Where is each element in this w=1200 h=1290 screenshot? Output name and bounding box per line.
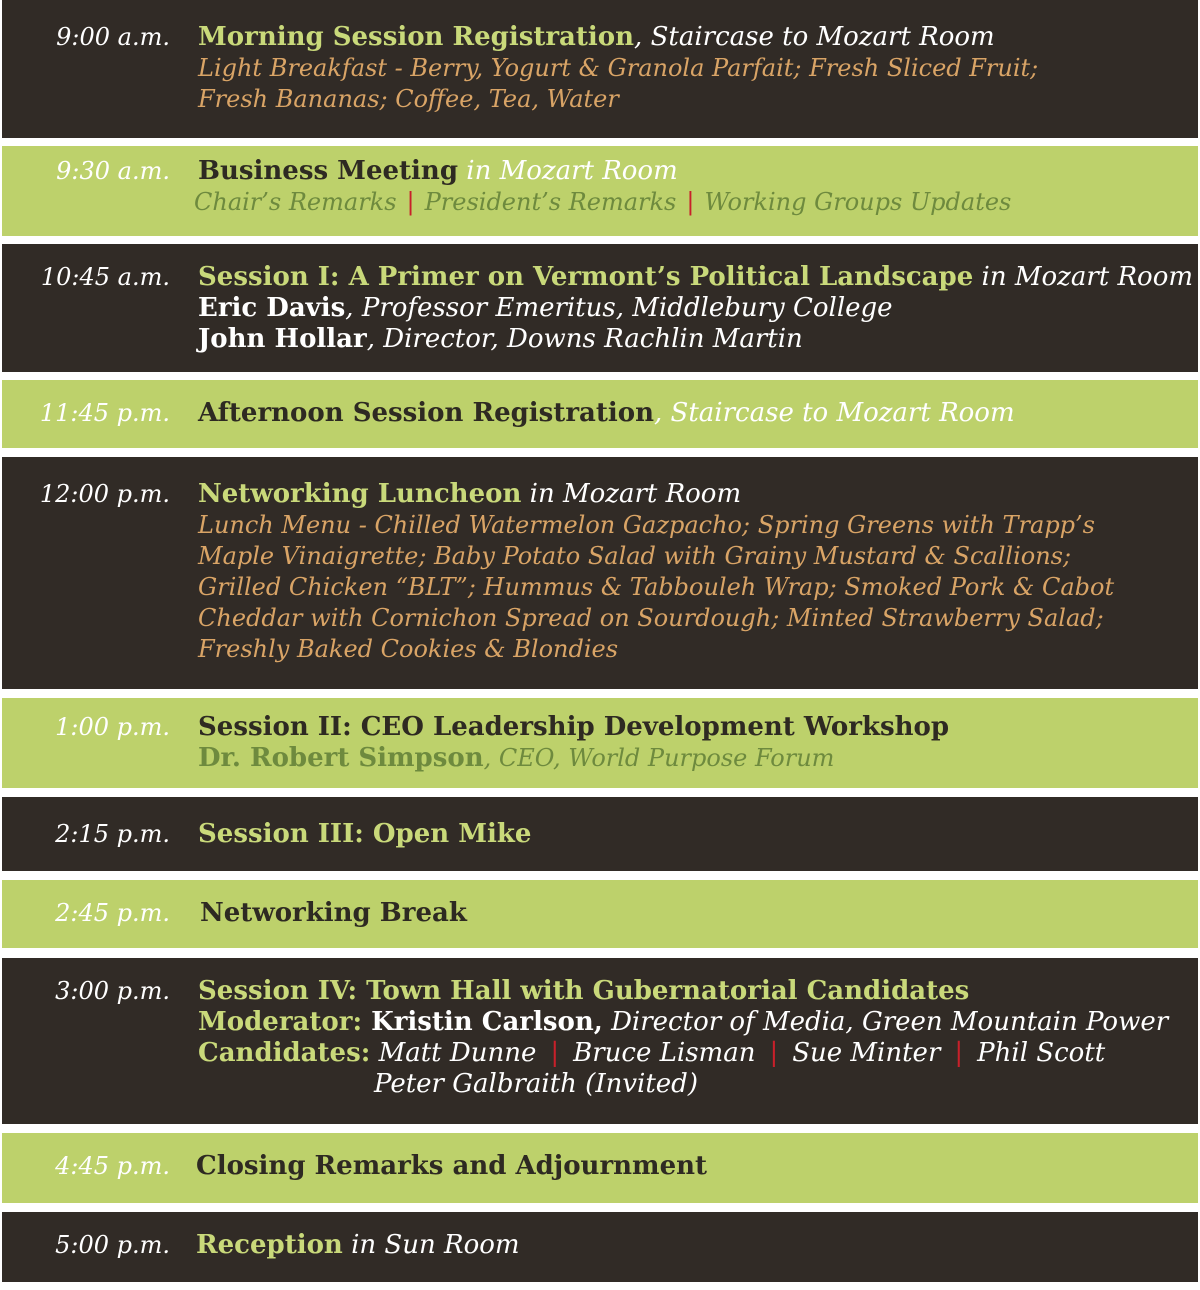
row-location: in Mozart Room xyxy=(521,479,742,509)
speaker-name: Eric Davis xyxy=(198,293,346,323)
menu-line: Cheddar with Cornichon Spread on Sourdough; Minted Strawberry Salad; xyxy=(198,604,1104,632)
row-time: 5:00 p.m. xyxy=(55,1231,170,1259)
row-title: Session II: CEO Leadership Development Workshop xyxy=(198,712,950,742)
invited-note: (Invited) xyxy=(576,1069,698,1099)
schedule-row-registration xyxy=(2,0,1198,138)
row-time: 2:45 p.m. xyxy=(55,899,170,927)
candidate-name: Sue Minter xyxy=(792,1038,941,1068)
candidate-name: Matt Dunne xyxy=(378,1038,537,1068)
schedule-row-networking-break xyxy=(2,880,1198,948)
row-time: 12:00 p.m. xyxy=(39,480,170,508)
schedule-row-reception xyxy=(2,1212,1198,1282)
row-title: Reception xyxy=(196,1230,343,1260)
row-title: Morning Session Registration xyxy=(198,22,635,52)
agenda-item: Chair’s Remarks xyxy=(194,188,397,216)
row-title: Session III: Open Mike xyxy=(198,819,532,849)
speaker-role: , Director, Downs Rachlin Martin xyxy=(366,324,803,354)
menu-line: Grilled Chicken “BLT”; Hummus & Tabbouleh Wrap; Smoked Pork & Cabot xyxy=(198,573,1115,601)
moderator-name: Kristin Carlson, xyxy=(362,1007,603,1037)
schedule-row-business-meeting: 9:30 a.m. Business Meeting in Mozart Room Chair’s Remarks | President’s Remarks | Working Groups Updates xyxy=(2,146,1198,236)
schedule-row-luncheon xyxy=(2,457,1198,689)
candidate-name: Bruce Lisman xyxy=(573,1038,756,1068)
schedule-row-session-2 xyxy=(2,698,1198,788)
row-title: Networking Luncheon xyxy=(198,479,522,509)
row-location: , Staircase to Mozart Room xyxy=(654,398,1015,428)
schedule-row-session-4: 3:00 p.m. Session IV: Town Hall with Gubernatorial Candidates Moderator: Kristin Carlson, Director of Media, Green Mountain Power Candidates: Matt Dunne | Bruce Lisman | Sue Minter | Phil Scott Peter Galbraith (Invited) xyxy=(2,958,1198,1124)
menu-line: Lunch Menu - Chilled Watermelon Gazpacho; Spring Greens with Trapp’s xyxy=(198,511,1095,539)
row-title: Closing Remarks and Adjournment xyxy=(196,1151,708,1181)
moderator-role: Director of Media, Green Mountain Power xyxy=(602,1007,1169,1037)
candidate-name: Phil Scott xyxy=(977,1038,1106,1068)
row-title: Networking Break xyxy=(200,898,467,928)
row-title: Session I: A Primer on Vermont’s Political Landscape xyxy=(198,262,974,292)
menu-line: Light Breakfast - Berry, Yogurt & Granola Parfait; Fresh Sliced Fruit; xyxy=(198,54,1039,82)
schedule-row-session-1 xyxy=(2,244,1198,372)
row-location: in Mozart Room xyxy=(973,262,1194,292)
speaker-role: , CEO, World Purpose Forum xyxy=(483,744,835,772)
candidate-name: Peter Galbraith xyxy=(374,1069,577,1099)
schedule-row-afternoon-registration xyxy=(2,380,1198,448)
row-time: 4:45 p.m. xyxy=(55,1152,170,1180)
schedule-row-closing xyxy=(2,1133,1198,1203)
speaker-role: , Professor Emeritus, Middlebury College xyxy=(345,293,893,323)
row-time: 9:30 a.m. xyxy=(56,157,170,185)
agenda-item: President’s Remarks xyxy=(424,188,677,216)
speaker-name: John Hollar xyxy=(198,324,367,354)
agenda-item: Working Groups Updates xyxy=(704,188,1012,216)
row-location: in Mozart Room xyxy=(458,156,678,186)
row-time: 3:00 p.m. xyxy=(55,977,170,1005)
row-location: in Sun Room xyxy=(342,1230,520,1260)
row-location: , Staircase to Mozart Room xyxy=(634,22,995,52)
schedule-row-session-3 xyxy=(2,797,1198,871)
menu-line: Maple Vinaigrette; Baby Potato Salad with Grainy Mustard & Scallions; xyxy=(198,542,1072,570)
row-title: Business Meeting xyxy=(198,156,458,186)
row-time: 11:45 p.m. xyxy=(39,399,170,427)
speaker-name: Dr. Robert Simpson xyxy=(198,743,484,773)
moderator-label: Moderator: xyxy=(198,1007,363,1037)
menu-line: Fresh Bananas; Coffee, Tea, Water xyxy=(198,85,619,113)
row-time: 10:45 a.m. xyxy=(40,263,170,291)
row-title: Session IV: Town Hall with Gubernatorial Candidates xyxy=(198,976,970,1006)
candidates-label: Candidates: xyxy=(198,1038,371,1068)
row-time: 2:15 p.m. xyxy=(55,820,170,848)
row-time: 9:00 a.m. xyxy=(56,23,170,51)
menu-line: Freshly Baked Cookies & Blondies xyxy=(198,635,619,663)
row-title: Afternoon Session Registration xyxy=(198,398,654,428)
row-time: 1:00 p.m. xyxy=(55,713,170,741)
